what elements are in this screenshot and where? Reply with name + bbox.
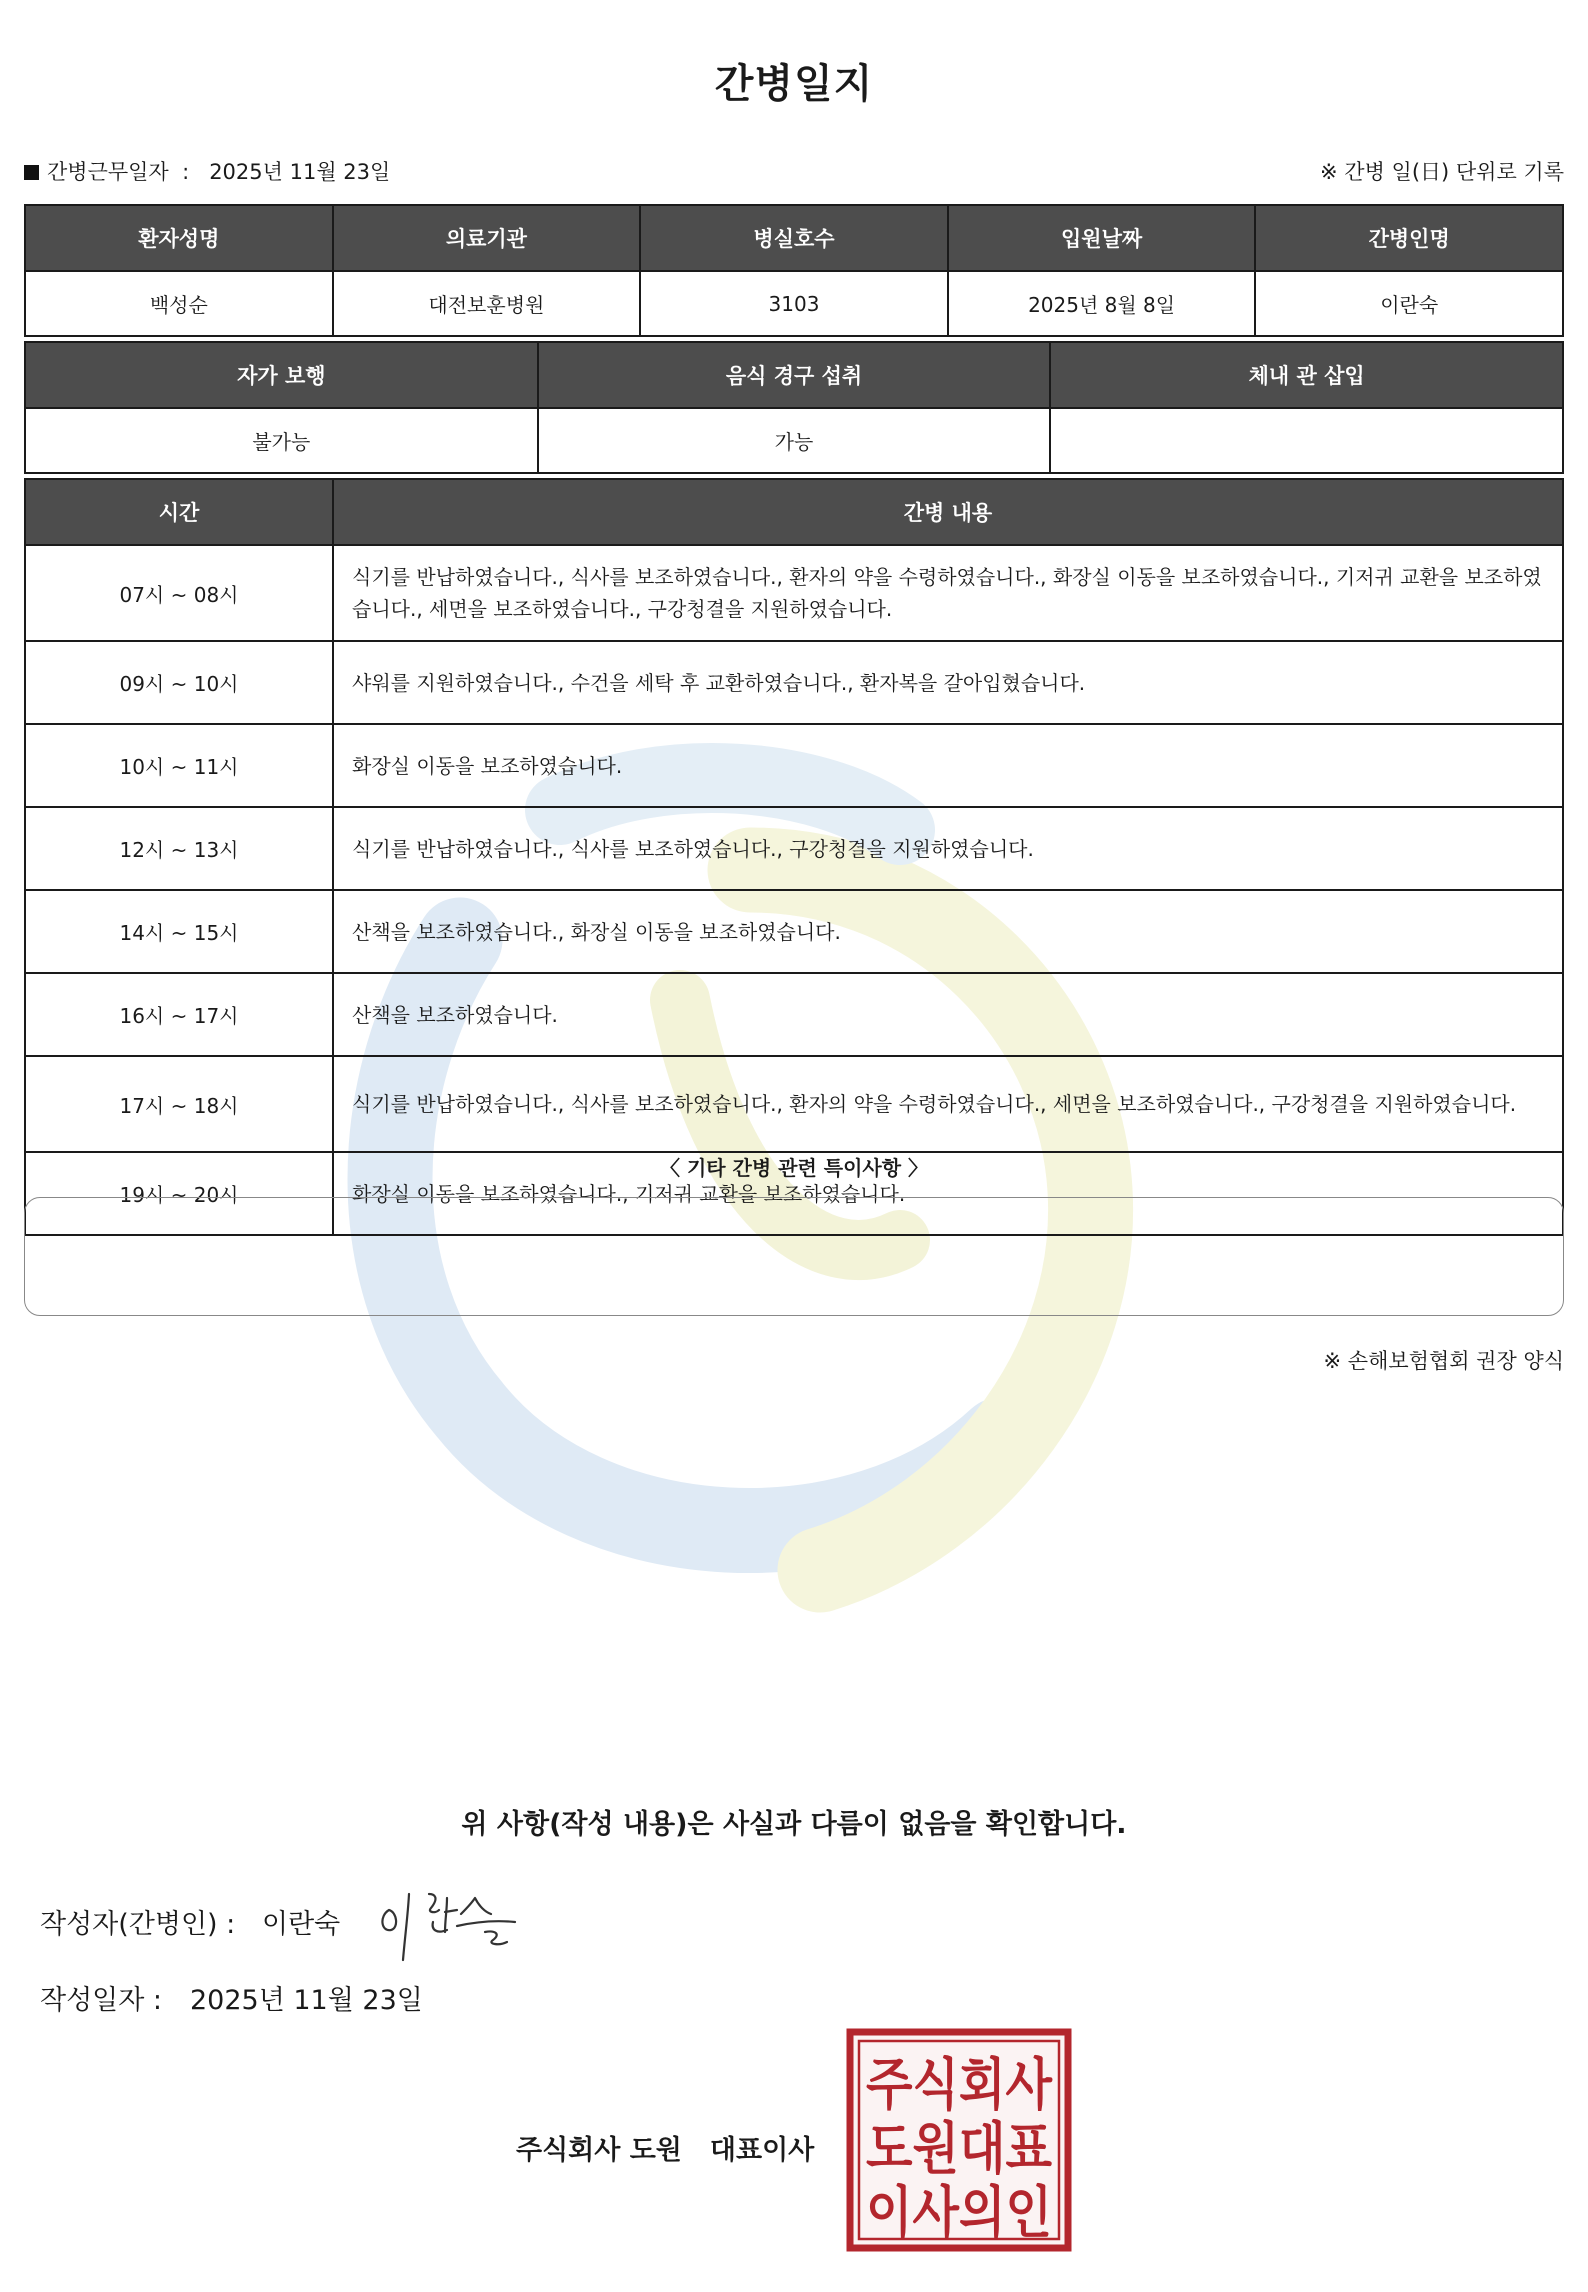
- seal-line-2: 도원대표: [866, 2117, 1052, 2182]
- tube-insertion: [1050, 408, 1563, 473]
- table-row: [25, 1056, 1563, 1152]
- company-title: 대표이사: [709, 2135, 815, 2166]
- work-date-value: 2025년 11월 23일: [209, 160, 391, 184]
- log-content: 식기를 반납하였습니다., 식사를 보조하였습니다., 환자의 약을 수령하였습니다., 화장실 이동을 보조하였습니다., 기저귀 교환을 보조하였습니다., 세면을 보조하였습니다., 구강청결을 지원하였습니다.: [333, 545, 1563, 641]
- log-content: 화장실 이동을 보조하였습니다., 기저귀 교환을 보조하였습니다.: [333, 1152, 1563, 1235]
- square-bullet-icon: [24, 165, 39, 180]
- header-oral-intake: 음식 경구 섭취: [538, 342, 1051, 408]
- oral-intake: 가능: [538, 408, 1051, 473]
- work-date: [24, 156, 390, 186]
- patient-value-row: [25, 271, 1563, 336]
- header-time: 시간: [25, 479, 333, 545]
- log-time: 09시 ~ 10시: [25, 641, 333, 724]
- work-date-label: 간병근무일자: [47, 160, 169, 184]
- company-seal: [846, 2028, 1072, 2252]
- status-header-row: [25, 342, 1563, 408]
- notes-title: 〈 기타 간병 관련 특이사항 〉: [659, 1156, 928, 1180]
- written-date-value: 2025년 11월 23일: [190, 1985, 423, 2016]
- table-row: [25, 807, 1563, 890]
- header-self-walking: 자가 보행: [25, 342, 538, 408]
- writer-label: 작성자(간병인) :: [40, 1909, 236, 1940]
- status-table: [24, 341, 1564, 474]
- header-care-content: 간병 내용: [333, 479, 1563, 545]
- page-title: 간병일지: [714, 61, 874, 107]
- company-sign: [516, 2128, 842, 2167]
- room-number: 3103: [640, 271, 948, 336]
- header-caregiver: 간병인명: [1255, 205, 1563, 271]
- log-time: 19시 ~ 20시: [25, 1152, 333, 1235]
- confirm-statement: 위 사항(작성 내용)은 사실과 다름이 없음을 확인합니다.: [461, 1809, 1127, 1840]
- log-time: 07시 ~ 08시: [25, 545, 333, 641]
- writer-row: [40, 1902, 340, 1941]
- written-date-label: 작성일자 :: [40, 1985, 163, 2016]
- log-content: 식기를 반납하였습니다., 식사를 보조하였습니다., 환자의 약을 수령하였습니다., 세면을 보조하였습니다., 구강청결을 지원하였습니다.: [333, 1056, 1563, 1152]
- table-row: [25, 890, 1563, 973]
- table-row: [25, 641, 1563, 724]
- log-time: 10시 ~ 11시: [25, 724, 333, 807]
- care-log-table: [24, 478, 1564, 1236]
- seal-line-3: 이사의인: [866, 2181, 1052, 2246]
- handwritten-signature: [375, 1880, 535, 1970]
- writer-name: 이란숙: [262, 1909, 341, 1940]
- log-header-row: [25, 479, 1563, 545]
- header-room: 병실호수: [640, 205, 948, 271]
- patient-name: 백성순: [25, 271, 333, 336]
- work-date-sep: :: [182, 160, 190, 184]
- header-tube-insertion: 체내 관 삽입: [1050, 342, 1563, 408]
- log-time: 17시 ~ 18시: [25, 1056, 333, 1152]
- header-hospital: 의료기관: [333, 205, 641, 271]
- log-time: 14시 ~ 15시: [25, 890, 333, 973]
- log-content: 산책을 보조하였습니다.: [333, 973, 1563, 1056]
- patient-header-row: [25, 205, 1563, 271]
- hospital: 대전보훈병원: [333, 271, 641, 336]
- table-row: [25, 973, 1563, 1056]
- caregiver-name: 이란숙: [1255, 271, 1563, 336]
- header-admission-date: 입원날짜: [948, 205, 1256, 271]
- status-value-row: [25, 408, 1563, 473]
- admission-date: 2025년 8월 8일: [948, 271, 1256, 336]
- log-content: 산책을 보조하였습니다., 화장실 이동을 보조하였습니다.: [333, 890, 1563, 973]
- record-note: ※ 간병 일(日) 단위로 기록: [1320, 160, 1564, 184]
- log-time: 12시 ~ 13시: [25, 807, 333, 890]
- recommend-note: ※ 손해보험협회 권장 양식: [1323, 1349, 1564, 1373]
- self-walking: 불가능: [25, 408, 538, 473]
- log-content: 식기를 반납하였습니다., 식사를 보조하였습니다., 구강청결을 지원하였습니다.: [333, 807, 1563, 890]
- log-content: 샤워를 지원하였습니다., 수건을 세탁 후 교환하였습니다., 환자복을 갈아입혔습니다.: [333, 641, 1563, 724]
- notes-box: [24, 1197, 1564, 1316]
- header-patient-name: 환자성명: [25, 205, 333, 271]
- table-row: [25, 545, 1563, 641]
- log-content: 화장실 이동을 보조하였습니다.: [333, 724, 1563, 807]
- patient-info-table: [24, 204, 1564, 337]
- table-row: [25, 724, 1563, 807]
- written-date-row: [40, 1978, 423, 2017]
- seal-line-1: 주식회사: [866, 2053, 1053, 2118]
- company-name: 주식회사 도원: [516, 2135, 682, 2166]
- log-time: 16시 ~ 17시: [25, 973, 333, 1056]
